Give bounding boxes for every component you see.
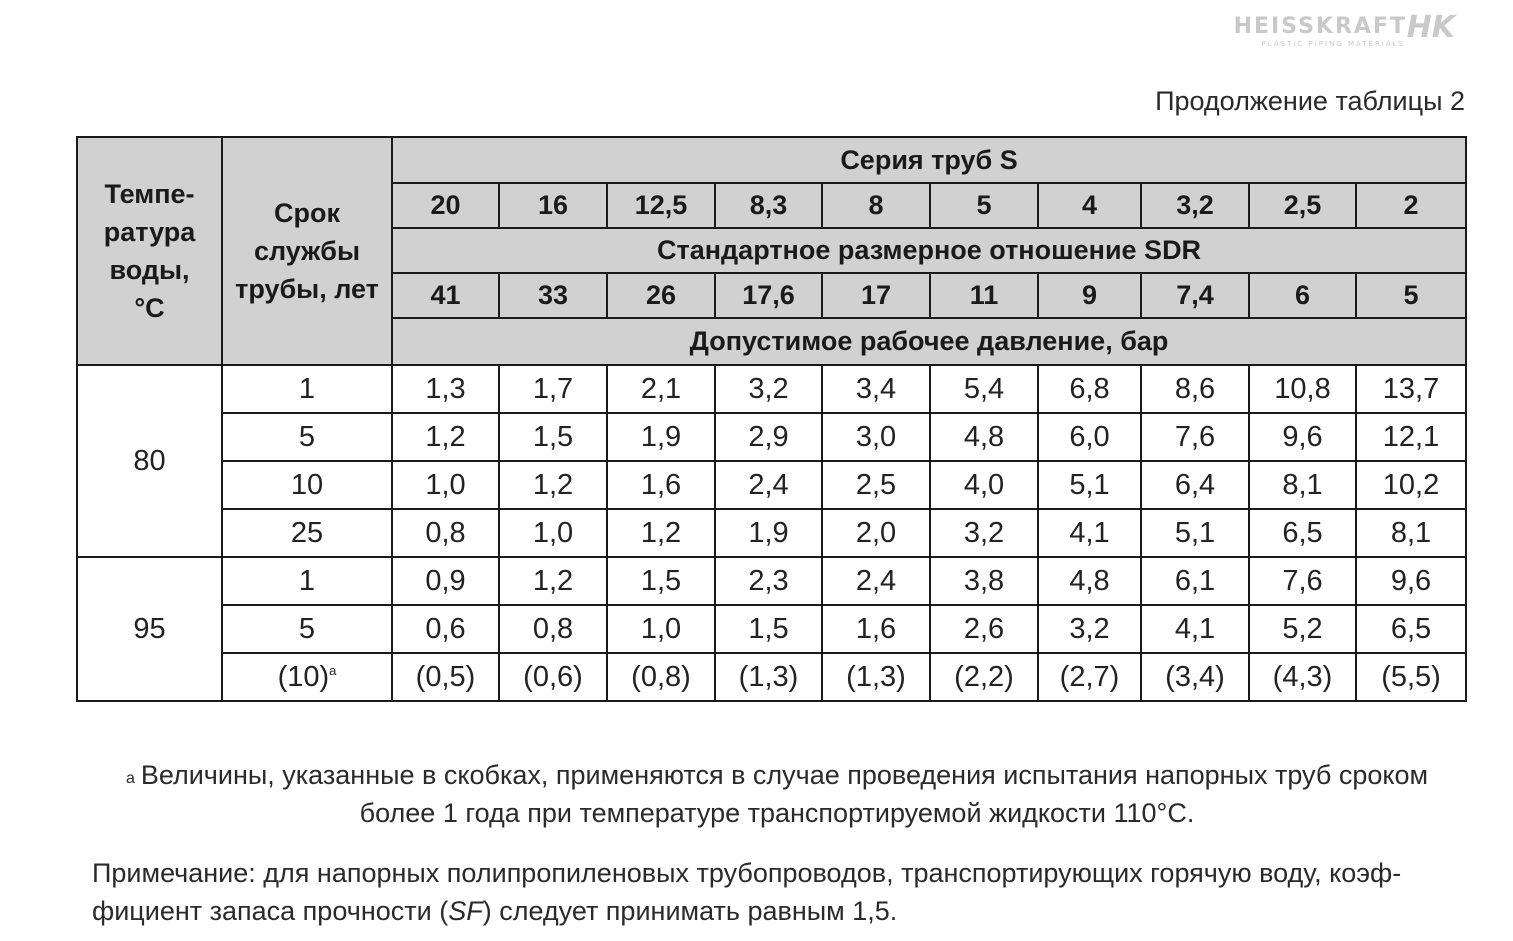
series-cell: 16 xyxy=(499,183,607,228)
pressure-cell: 1,9 xyxy=(715,509,822,557)
note-suffix: ) следует принимать равным 1,5. xyxy=(482,896,898,926)
pressure-cell: 10,2 xyxy=(1356,461,1466,509)
pressure-cell: 1,2 xyxy=(499,557,607,605)
pressure-cell: 1,6 xyxy=(607,461,715,509)
pressure-cell: 13,7 xyxy=(1356,365,1466,413)
pressure-cell: 8,1 xyxy=(1249,461,1356,509)
brand-name: HEISSKRAFT xyxy=(1233,14,1407,39)
sdr-cell: 9 xyxy=(1038,273,1141,318)
note-prefix: Примечание: для напорных полипропиленовых трубопроводов, транспортирующих горячую воду, коэф-фициент запаса прочности ( xyxy=(92,858,1402,926)
table-row xyxy=(77,365,1466,413)
table-row xyxy=(77,461,1466,509)
pressure-cell: 0,6 xyxy=(392,605,499,653)
series-cell: 5 xyxy=(930,183,1038,228)
pressure-cell: (1,3) xyxy=(822,653,930,701)
sdr-cell: 33 xyxy=(499,273,607,318)
pressure-title: Допустимое рабочее давление, бар xyxy=(392,318,1466,365)
note xyxy=(92,854,1472,930)
pressure-cell: 2,6 xyxy=(930,605,1038,653)
brand-logo xyxy=(1195,10,1455,50)
pressure-cell: 5,4 xyxy=(930,365,1038,413)
temperature-header: Темпе- ратура воды, °С xyxy=(77,137,222,365)
service-life-header: Срок службы трубы, лет xyxy=(222,137,392,365)
pressure-cell: 4,8 xyxy=(1038,557,1141,605)
brand-mark: HK xyxy=(1406,10,1455,45)
pressure-cell: 6,5 xyxy=(1356,605,1466,653)
pressure-cell: 4,1 xyxy=(1038,509,1141,557)
table-header xyxy=(77,137,1466,365)
service-life-cell xyxy=(222,557,392,605)
sdr-cell: 5 xyxy=(1356,273,1466,318)
pressure-cell: 1,0 xyxy=(499,509,607,557)
pressure-cell: 1,7 xyxy=(499,365,607,413)
note-italic: SF xyxy=(448,896,483,926)
sdr-cell: 26 xyxy=(607,273,715,318)
pressure-cell: 1,5 xyxy=(607,557,715,605)
pressure-cell: 6,1 xyxy=(1141,557,1249,605)
service-life-cell xyxy=(222,509,392,557)
pressure-cell: (4,3) xyxy=(1249,653,1356,701)
series-cell: 2,5 xyxy=(1249,183,1356,228)
table-caption: Продолжение таблицы 2 xyxy=(1155,86,1465,116)
pressure-cell: 3,2 xyxy=(1038,605,1141,653)
pressure-cell: 3,8 xyxy=(930,557,1038,605)
series-cell: 4 xyxy=(1038,183,1141,228)
pressure-cell: 2,1 xyxy=(607,365,715,413)
pressure-cell: 3,0 xyxy=(822,413,930,461)
pressure-cell: 0,8 xyxy=(392,509,499,557)
pressure-cell: 1,2 xyxy=(499,461,607,509)
series-cell: 2 xyxy=(1356,183,1466,228)
service-life-value: 1 xyxy=(298,372,316,405)
pressure-cell: 4,1 xyxy=(1141,605,1249,653)
service-life-value: (10) xyxy=(277,660,330,693)
pressure-cell: 2,4 xyxy=(822,557,930,605)
service-life-value: 25 xyxy=(290,516,324,549)
sdr-title: Стандартное размерное отношение SDR xyxy=(392,228,1466,273)
service-life-cell xyxy=(222,413,392,461)
series-title: Серия труб S xyxy=(392,137,1466,183)
pressure-cell: 6,8 xyxy=(1038,365,1141,413)
footnote xyxy=(92,756,1462,832)
series-cell: 12,5 xyxy=(607,183,715,228)
series-cell: 3,2 xyxy=(1141,183,1249,228)
pressure-cell: 3,2 xyxy=(930,509,1038,557)
service-life-value: 5 xyxy=(298,420,316,453)
table-row xyxy=(77,653,1466,701)
pressure-cell: 3,2 xyxy=(715,365,822,413)
pressure-cell: 8,1 xyxy=(1356,509,1466,557)
pressure-cell: 7,6 xyxy=(1141,413,1249,461)
service-life-value: 1 xyxy=(298,564,316,597)
series-cell: 8,3 xyxy=(715,183,822,228)
pressure-cell: 9,6 xyxy=(1356,557,1466,605)
sdr-cell: 7,4 xyxy=(1141,273,1249,318)
table-row xyxy=(77,413,1466,461)
pressure-cell: (0,8) xyxy=(607,653,715,701)
pressure-cell: 8,6 xyxy=(1141,365,1249,413)
pressure-cell: 2,3 xyxy=(715,557,822,605)
pressure-cell: 2,5 xyxy=(822,461,930,509)
sdr-cell: 41 xyxy=(392,273,499,318)
service-life-value: 5 xyxy=(298,612,316,645)
pressure-cell: 5,1 xyxy=(1038,461,1141,509)
temperature-cell: 80 xyxy=(77,365,222,557)
service-life-cell xyxy=(222,653,392,701)
pressure-cell: (2,2) xyxy=(930,653,1038,701)
pressure-cell: 0,9 xyxy=(392,557,499,605)
pressure-cell: 10,8 xyxy=(1249,365,1356,413)
pressure-cell: 9,6 xyxy=(1249,413,1356,461)
pressure-cell: 2,9 xyxy=(715,413,822,461)
pressure-cell: 5,1 xyxy=(1141,509,1249,557)
pressure-cell: (1,3) xyxy=(715,653,822,701)
pressure-cell: (5,5) xyxy=(1356,653,1466,701)
pressure-cell: (2,7) xyxy=(1038,653,1141,701)
pressure-cell: 2,0 xyxy=(822,509,930,557)
sdr-cell: 17,6 xyxy=(715,273,822,318)
pressure-cell: 1,0 xyxy=(607,605,715,653)
pressure-cell: 1,9 xyxy=(607,413,715,461)
table-row xyxy=(77,557,1466,605)
sdr-cell: 6 xyxy=(1249,273,1356,318)
pressure-cell: 1,2 xyxy=(607,509,715,557)
pressure-cell: 1,5 xyxy=(715,605,822,653)
pressure-cell: 1,3 xyxy=(392,365,499,413)
brand-tagline: PLASTIC PIPING MATERIALS xyxy=(1261,40,1405,48)
pressure-cell: 1,2 xyxy=(392,413,499,461)
pressure-cell: 3,4 xyxy=(822,365,930,413)
pressure-cell: 1,5 xyxy=(499,413,607,461)
service-life-cell xyxy=(222,461,392,509)
pressure-cell: 2,4 xyxy=(715,461,822,509)
pressure-cell: 1,6 xyxy=(822,605,930,653)
pressure-cell: 6,4 xyxy=(1141,461,1249,509)
pressure-cell: 7,6 xyxy=(1249,557,1356,605)
service-life-value: 10 xyxy=(290,468,324,501)
pressure-table xyxy=(76,136,1467,702)
table-row xyxy=(77,509,1466,557)
table-row xyxy=(77,605,1466,653)
pressure-cell: 6,0 xyxy=(1038,413,1141,461)
series-cell: 20 xyxy=(392,183,499,228)
sdr-cell: 11 xyxy=(930,273,1038,318)
pressure-cell: 6,5 xyxy=(1249,509,1356,557)
footnote-ref: a xyxy=(329,662,337,678)
sdr-cell: 17 xyxy=(822,273,930,318)
pressure-cell: (0,6) xyxy=(499,653,607,701)
series-cell: 8 xyxy=(822,183,930,228)
footnote-mark: a xyxy=(125,770,135,787)
service-life-cell xyxy=(222,365,392,413)
pressure-cell: 4,8 xyxy=(930,413,1038,461)
pressure-cell: (3,4) xyxy=(1141,653,1249,701)
pressure-cell: 0,8 xyxy=(499,605,607,653)
footnote-text: Величины, указанные в скобках, применяются в случае проведения испытания напорных труб сроком более 1 года при температуре транспортируемой жидкости 110°С. xyxy=(140,760,1429,828)
pressure-cell: 4,0 xyxy=(930,461,1038,509)
pressure-cell: 12,1 xyxy=(1356,413,1466,461)
pressure-cell: (0,5) xyxy=(392,653,499,701)
table-body xyxy=(77,365,1466,701)
service-life-cell xyxy=(222,605,392,653)
pressure-cell: 5,2 xyxy=(1249,605,1356,653)
temperature-cell: 95 xyxy=(77,557,222,701)
pressure-cell: 1,0 xyxy=(392,461,499,509)
